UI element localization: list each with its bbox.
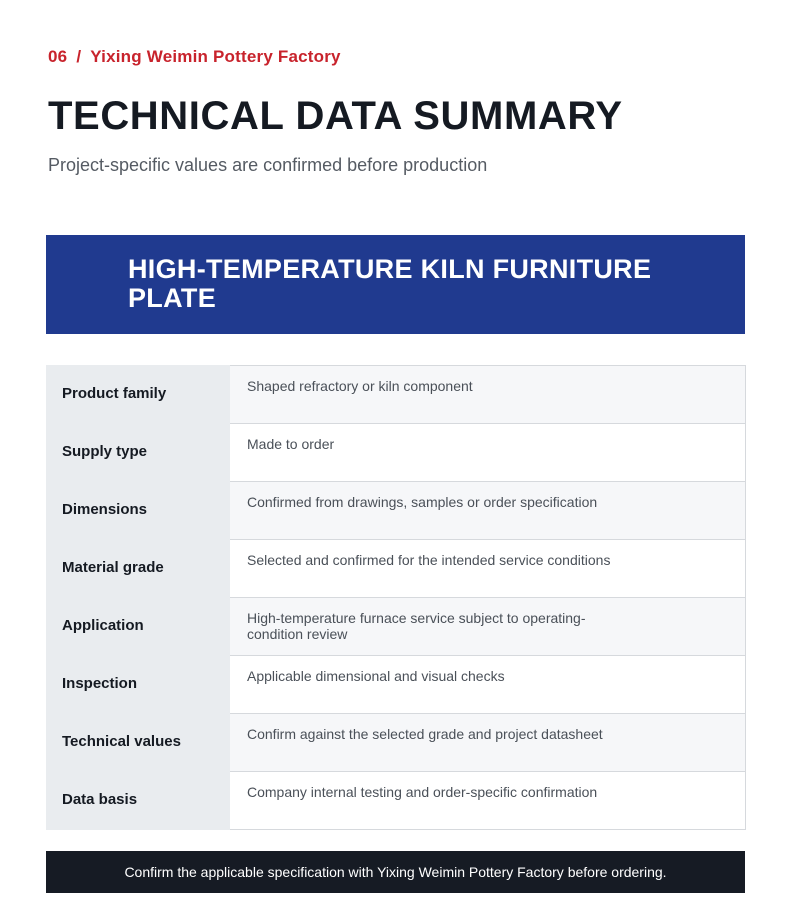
page-subtitle: Project-specific values are confirmed before production — [48, 155, 488, 175]
spec-value — [230, 772, 745, 830]
spec-value — [230, 714, 745, 772]
spec-value-text: Company internal testing and order-specific confirmation — [247, 784, 598, 800]
spec-label: Inspection — [46, 656, 230, 714]
spec-value-text: Applicable dimensional and visual checks — [247, 668, 505, 684]
product-banner — [46, 235, 745, 334]
spec-value — [230, 540, 745, 598]
spec-value-text: Made to order — [247, 436, 335, 452]
spec-table — [46, 365, 746, 830]
table-row — [46, 656, 745, 714]
product-title: HIGH-TEMPERATURE KILN FURNITURE PLATE — [128, 254, 652, 313]
table-row — [46, 366, 745, 424]
spec-value — [230, 656, 745, 714]
table-row — [46, 482, 745, 540]
page-title: TECHNICAL DATA SUMMARY — [48, 94, 623, 138]
spec-label: Material grade — [46, 540, 230, 598]
spec-label: Data basis — [46, 772, 230, 830]
spec-value — [230, 424, 745, 482]
table-row — [46, 772, 745, 830]
spec-label: Technical values — [46, 714, 230, 772]
spec-value — [230, 366, 745, 424]
table-row — [46, 598, 745, 656]
spec-value — [230, 598, 745, 656]
section-number: 06 — [48, 47, 68, 66]
spec-value-text: Confirm against the selected grade and project datasheet — [247, 726, 603, 742]
footer-note: Confirm the applicable specification with Yixing Weimin Pottery Factory before ordering. — [46, 851, 745, 893]
spec-value-text: Confirmed from drawings, samples or order specification — [247, 494, 598, 510]
spec-label: Supply type — [46, 424, 230, 482]
table-row — [46, 714, 745, 772]
table-row — [46, 540, 745, 598]
spec-value-text: High-temperature furnace service subject to operating-condition review — [247, 610, 586, 642]
company-name: Yixing Weimin Pottery Factory — [90, 47, 341, 66]
spec-label: Dimensions — [46, 482, 230, 540]
spec-value-text: Selected and confirmed for the intended service conditions — [247, 552, 611, 568]
spec-value — [230, 482, 745, 540]
table-row — [46, 424, 745, 482]
eyebrow-separator: / — [76, 47, 82, 66]
spec-label: Product family — [46, 366, 230, 424]
spec-value-text: Shaped refractory or kiln component — [247, 378, 473, 394]
section-eyebrow — [48, 47, 341, 67]
spec-label: Application — [46, 598, 230, 656]
